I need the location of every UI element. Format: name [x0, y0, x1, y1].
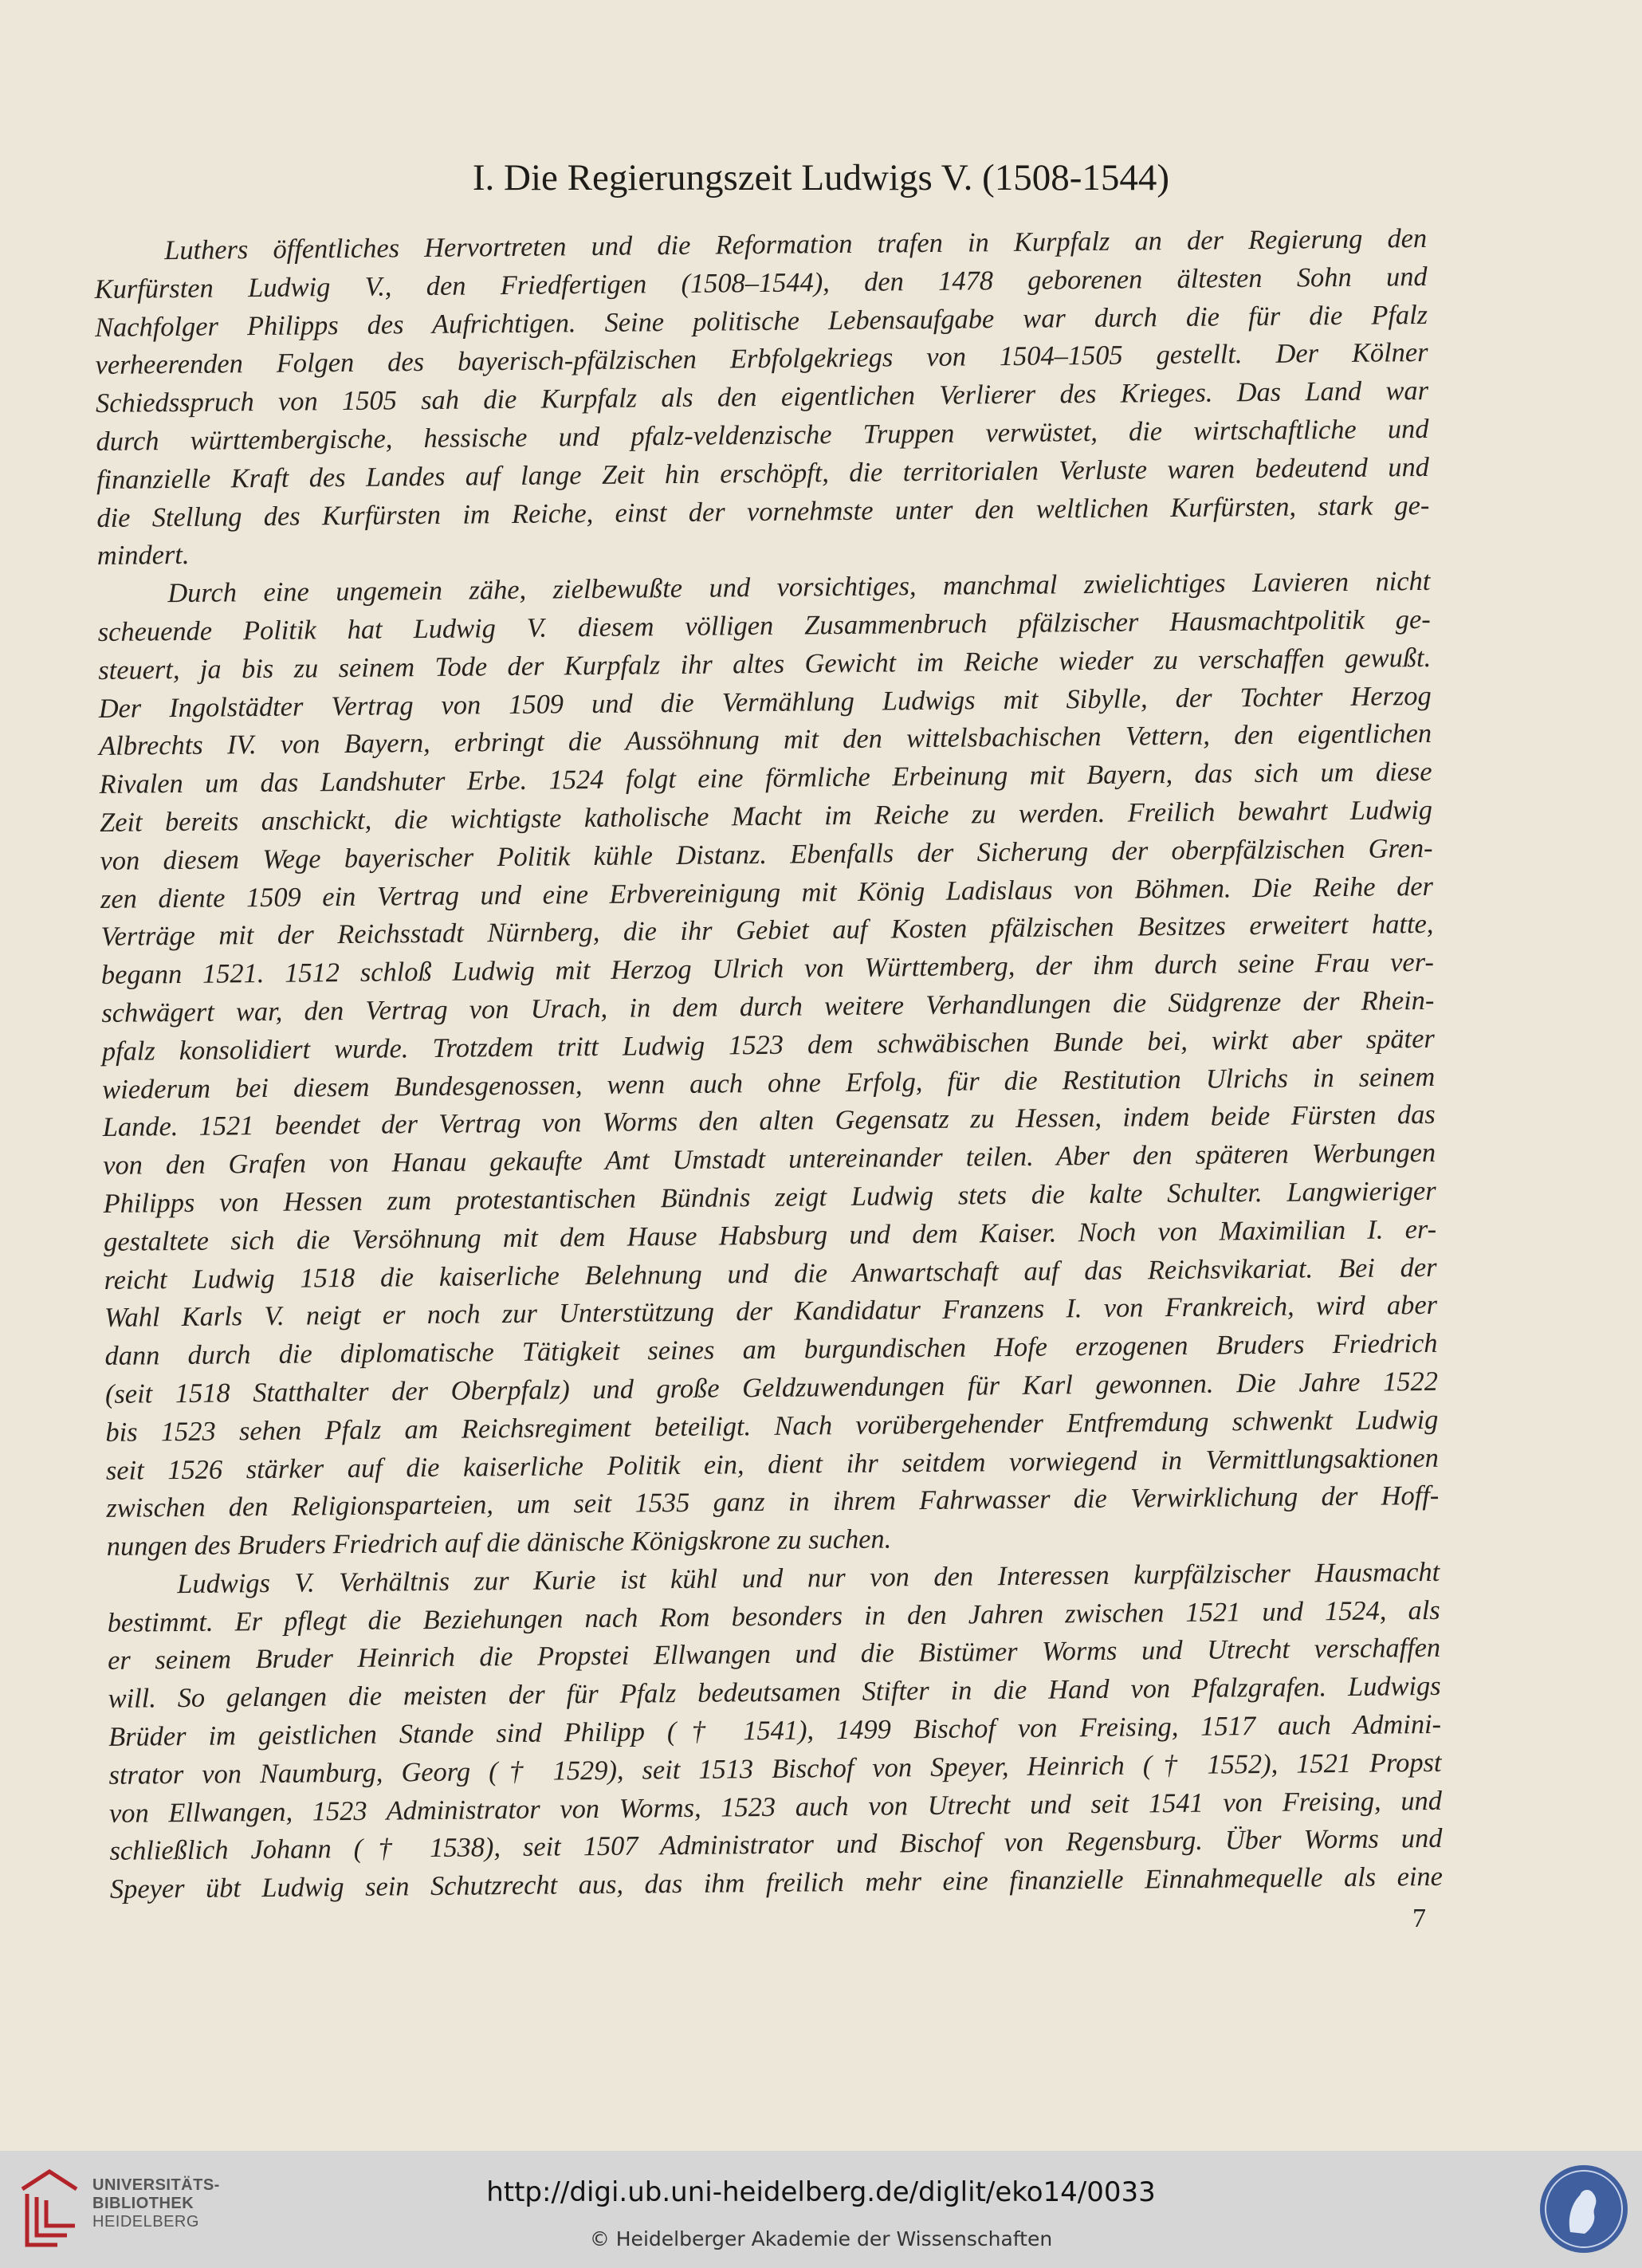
text-line: von diesem Wege bayerischer Politik kühle Distanz. Ebenfalls der Sicherung der oberpfälzischen Gren-	[100, 832, 1433, 876]
text-line: Ludwigs V. Verhältnis zur Kurie ist kühl und nur von den Interessen kurpfälzischer Hausmacht	[177, 1556, 1440, 1599]
text-line: Nachfolger Philipps des Aufrichtigen. Seine politische Lebensaufgabe war durch die für die Pfalz	[94, 299, 1428, 343]
text-line: von Ellwangen, 1523 Administrator von Worms, 1523 auch von Utrecht und seit 1541 von Freising, und	[108, 1785, 1443, 1829]
text-line: Kurfürsten Ludwig V., den Friedfertigen (1508–1544), den 1478 geborenen ältesten Sohn und	[94, 261, 1428, 305]
text-line: steuert, ja bis zu seinem Tode der Kurpfalz ihr altes Gewicht im Reiche wieder zu verschaffen gewußt.	[98, 642, 1432, 686]
text-line: Speyer übt Ludwig sein Schutzrecht aus, das ihm freilich mehr eine finanzielle Einnahmequelle als eine	[109, 1861, 1444, 1905]
text-line: Philipps von Hessen zum protestantischen Bündnis zeigt Ludwig stets die kalte Schulter. Langwieriger	[103, 1175, 1436, 1219]
text-line: Verträge mit der Reichsstadt Nürnberg, die ihr Gebiet auf Kosten pfälzischen Besitzes erweitert hatte,	[100, 909, 1434, 953]
text-line: pfalz konsolidiert wurde. Trotzdem tritt Ludwig 1523 dem schwäbischen Bunde bei, wirkt aber später	[101, 1023, 1435, 1067]
permalink-url[interactable]: http://digi.ub.uni-heidelberg.de/diglit/eko14/0033	[486, 2176, 1156, 2208]
text-line: Schiedsspruch von 1505 sah die Kurpfalz als den eigentlichen Verlierer des Krieges. Das Land war	[95, 375, 1429, 419]
page-title: I. Die Regierungszeit Ludwigs V. (1508-1544)	[472, 157, 1170, 198]
text-line: (seit 1518 Statthalter der Oberpfalz) und große Geldzuwendungen für Karl gewonnen. Die Jahre 1522	[104, 1366, 1439, 1409]
text-line: bestimmt. Er pflegt die Beziehungen nach Rom besonders in den Jahren zwischen 1521 und 1524, als	[107, 1594, 1440, 1638]
text-line: dann durch die diplomatische Tätigkeit seines am burgundischen Hofe erzogenen Bruders Friedrich	[104, 1327, 1438, 1372]
text-line: Albrechts IV. von Bayern, erbringt die Aussöhnung mit den wittelsbachischen Vettern, den eigentlichen	[99, 718, 1432, 762]
text-line: die Stellung des Kurfürsten im Reiche, einst der vornehmste unter den weltlichen Kurfürsten, stark ge-	[96, 489, 1430, 533]
text-line: durch württembergische, hessische und pfalz-veldenzische Truppen verwüstet, die wirtschaftliche und	[96, 413, 1429, 457]
text-line: scheuende Politik hat Ludwig V. diesem völligen Zusammenbruch pfälzischer Hausmachtpolitik ge-	[97, 603, 1431, 647]
text-line: seit 1526 stärker auf die kaiserliche Politik ein, dient ihr seitdem vorwiegend in Vermittlungsaktionen	[105, 1442, 1440, 1486]
text-line: Zeit bereits anschickt, die wichtigste katholische Macht im Reiche zu werden. Freilich bewahrt Ludwig	[99, 794, 1433, 838]
text-line: nungen des Bruders Friedrich auf die dänische Königskrone zu suchen.	[106, 1523, 892, 1562]
text-line: Rivalen um das Landshuter Erbe. 1524 folgt eine förmliche Erbeinung mit Bayern, das sich um diese	[99, 757, 1432, 800]
footer-bar	[0, 2151, 1642, 2268]
text-line: verheerenden Folgen des bayerisch-pfälzischen Erbfolgekriegs von 1504–1505 gestellt. Der Kölner	[95, 337, 1428, 381]
text-line: zen diente 1509 ein Vertrag und eine Erbvereinigung mit König Ladislaus von Böhmen. Die Reihe der	[100, 871, 1434, 914]
text-line: Wahl Karls V. neigt er noch zur Unterstützung der Kandidatur Franzens I. von Frankreich, wird aber	[104, 1290, 1438, 1334]
text-line: Lande. 1521 beendet der Vertrag von Worms den alten Gegensatz zu Hessen, indem beide Fürsten das	[102, 1099, 1436, 1143]
text-line: strator von Naumburg, Georg († 1529), seit 1513 Bischof von Speyer, Heinrich († 1552), 1521 Propst	[108, 1747, 1442, 1790]
text-line: gestaltete sich die Versöhnung mit dem Hause Habsburg und dem Kaiser. Noch von Maximilian I. er-	[103, 1213, 1437, 1257]
text-line: Durch eine ungemein zähe, zielbewußte und vorsichtiges, manchmal zwielichtiges Lavieren nicht	[167, 566, 1431, 609]
text-line: Der Ingolstädter Vertrag von 1509 und die Vermählung Ludwigs mit Sibylle, der Tochter Herzog	[98, 680, 1432, 724]
academy-seal-icon	[1537, 2162, 1631, 2256]
text-line: will. So gelangen die meisten der für Pfalz bedeutsamen Stifter in die Hand von Pfalzgrafen. Ludwigs	[108, 1671, 1441, 1715]
text-line: reicht Ludwig 1518 die kaiserliche Belehnung und die Anwartschaft auf das Reichsvikariat. Bei der	[104, 1252, 1437, 1295]
text-line: bis 1523 sehen Pfalz am Reichsregiment beteiligt. Nach vorübergehender Entfremdung schwenkt Ludwig	[105, 1404, 1439, 1448]
text-line: finanzielle Kraft des Landes auf lange Zeit hin erschöpft, die territorialen Verluste waren bedeutend und	[96, 451, 1430, 495]
copyright-notice: © Heidelberger Akademie der Wissenschaften	[589, 2227, 1053, 2250]
library-name-line3: HEIDELBERG	[92, 2213, 199, 2231]
text-line: von den Grafen von Hanau gekaufte Amt Umstadt untereinander teilen. Aber den späteren Werbungen	[103, 1138, 1436, 1181]
body-text	[94, 220, 1443, 1909]
text-line: zwischen den Religionsparteien, um seit 1535 ganz in ihrem Fahrwasser die Verwirklichung der Hoff-	[106, 1480, 1440, 1524]
text-line: schwägert war, den Vertrag von Urach, in dem durch weitere Verhandlungen die Südgrenze der Rhein-	[101, 985, 1435, 1028]
text-line: begann 1521. 1512 schloß Ludwig mit Herzog Ulrich von Württemberg, der ihm durch seine Frau ver-	[100, 947, 1435, 991]
text-line: Luthers öffentliches Hervortreten und die Reformation trafen in Kurpfalz an der Regierung den	[164, 222, 1428, 266]
library-name-line2: BIBLIOTHEK	[92, 2195, 194, 2212]
library-name-line1: UNIVERSITÄTS-	[92, 2176, 220, 2194]
text-line: wiederum bei diesem Bundesgenossen, wenn auch ohne Erfolg, für die Restitution Ulrichs in seinem	[102, 1061, 1436, 1105]
page-number: 7	[1412, 1904, 1426, 1933]
text-line: mindert.	[96, 540, 190, 572]
text-line: er seinem Bruder Heinrich die Propstei Ellwangen und die Bistümer Worms und Utrecht verschaffen	[108, 1633, 1441, 1676]
text-line: schließlich Johann († 1538), seit 1507 Administrator und Bischof von Regensburg. Über Worms und	[109, 1823, 1443, 1867]
text-line: Brüder im geistlichen Stande sind Philipp († 1541), 1499 Bischof von Freising, 1517 auch Admini-	[108, 1708, 1442, 1752]
